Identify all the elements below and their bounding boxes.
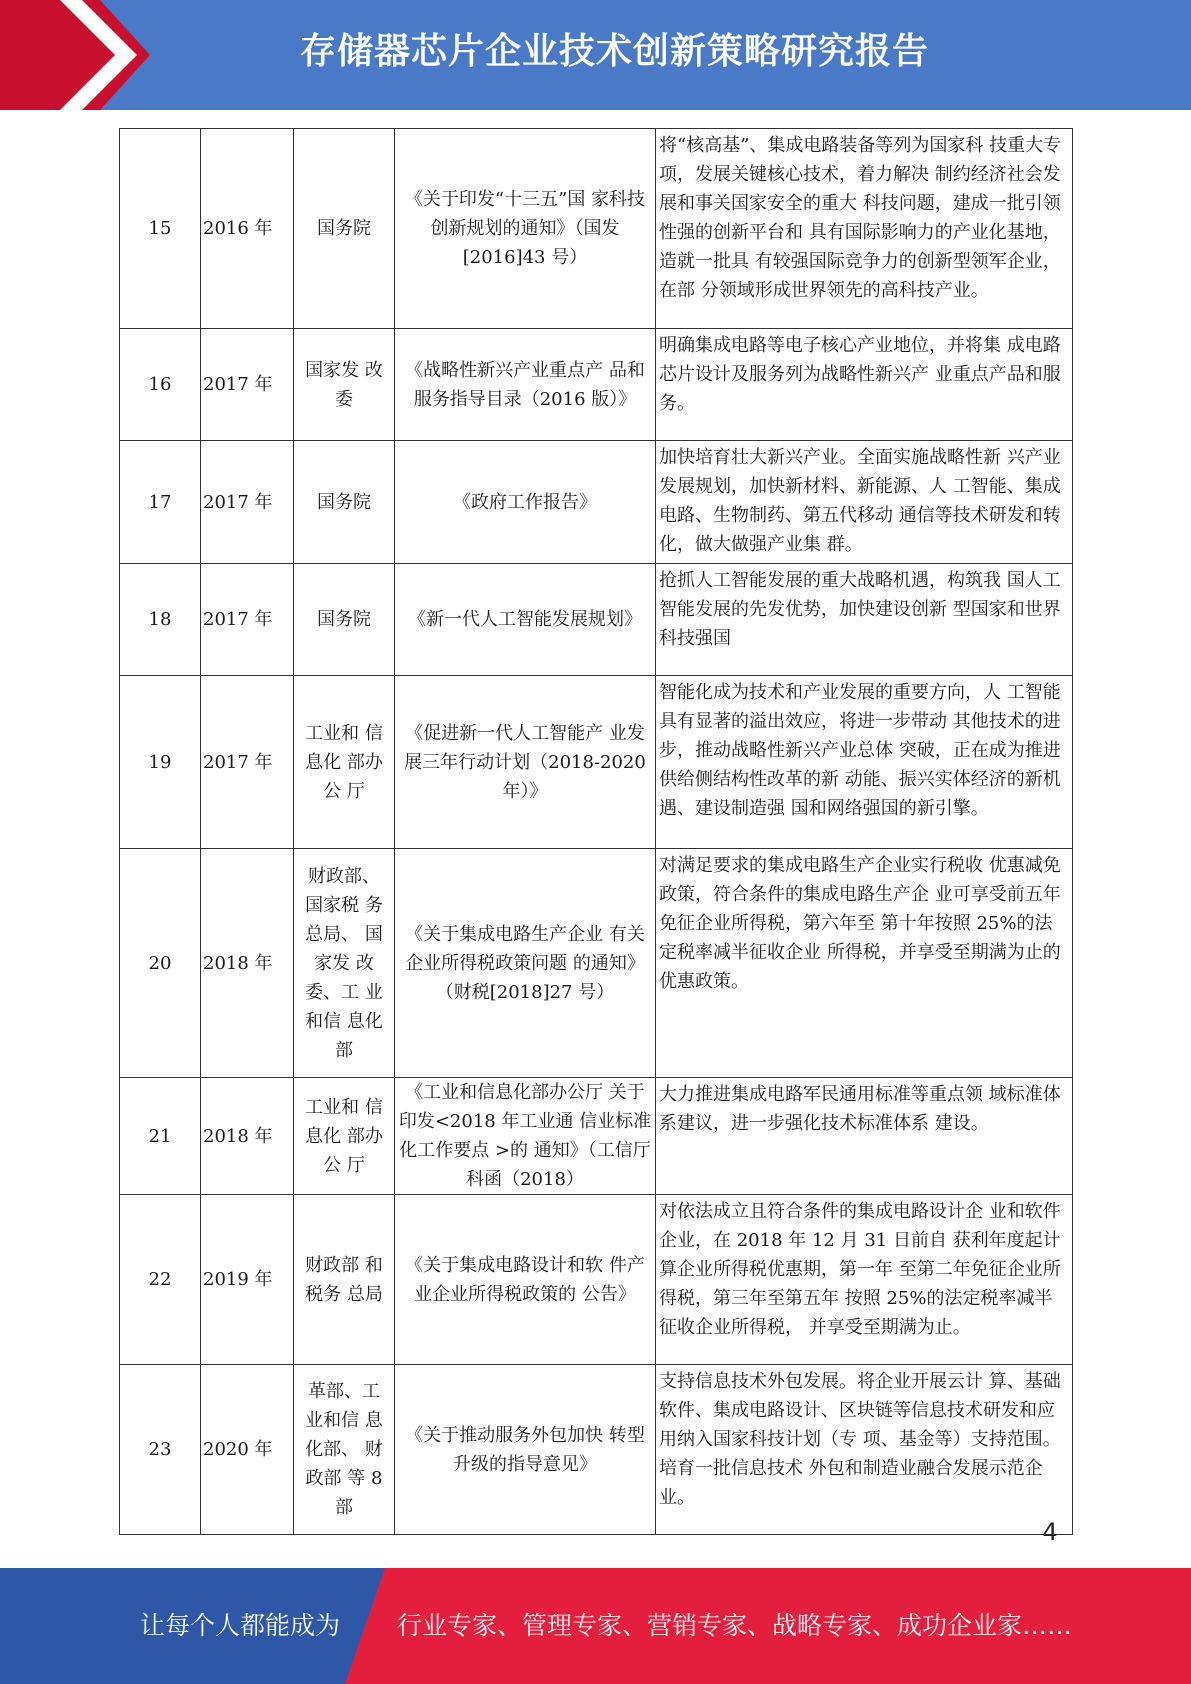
- table-row: [120, 1195, 1073, 1365]
- table-row: [120, 1365, 1073, 1535]
- row-content-cell: 对依法成立且符合条件的集成电路设计企 业和软件企业，在 2018 年 12 月 31 日前自 获利年度起计算企业所得税优惠期，第一年 至第二年免征企业所得税，第三年至第五年 按照 25%的法定税率减半征收企业所得税， 并享受至期满为止。: [656, 1195, 1073, 1365]
- row-year-cell: 2016 年: [201, 129, 294, 329]
- table-row: [120, 441, 1073, 564]
- policy-table-body: [120, 129, 1073, 1535]
- table-row: [120, 1078, 1073, 1195]
- row-number-cell: 22: [120, 1195, 201, 1365]
- table-row: [120, 676, 1073, 849]
- footer-slogan-right: 行业专家、管理专家、营销专家、战略专家、成功企业家……: [397, 1611, 1073, 1640]
- row-content-cell: 明确集成电路等电子核心产业地位，并将集 成电路芯片设计及服务列为战略性新兴产 业重点产品和服务。: [656, 329, 1073, 441]
- row-content-cell: 大力推进集成电路军民通用标准等重点领 域标准体系建议，进一步强化技术标准体系 建设。: [656, 1078, 1073, 1195]
- row-year-cell: 2018 年: [201, 1078, 294, 1195]
- table-row: [120, 329, 1073, 441]
- row-policy-title-cell: 《新一代人工智能发展规划》: [395, 564, 656, 676]
- row-year-cell: 2018 年: [201, 849, 294, 1078]
- row-policy-title-cell: 《关于印发“十三五”国 家科技创新规划的通知》（国发[2016]43 号）: [395, 129, 656, 329]
- policy-table: [119, 128, 1073, 1535]
- row-policy-title-cell: 《政府工作报告》: [395, 441, 656, 564]
- footer-slogan-left: 让每个人都能成为: [140, 1611, 341, 1640]
- page-title: 存储器芯片企业技术创新策略研究报告: [300, 31, 930, 72]
- row-year-cell: 2017 年: [201, 676, 294, 849]
- header-banner: [0, 0, 1191, 110]
- table-row: [120, 564, 1073, 676]
- row-content-cell: 智能化成为技术和产业发展的重要方向，人 工智能具有显著的溢出效应，将进一步带动 其他技术的进步，推动战略性新兴产业总体 突破，正在成为推进供给侧结构性改革的新 动能、振兴实体经济的新机遇、建设制造强 国和网络强国的新引擎。: [656, 676, 1073, 849]
- row-department-cell: 国务院: [294, 564, 395, 676]
- row-year-cell: 2020 年: [201, 1365, 294, 1535]
- page-number: 4: [1042, 1518, 1058, 1546]
- row-content-cell: 加快培育壮大新兴产业。全面实施战略性新 兴产业发展规划，加快新材料、新能源、人 工智能、集成电路、生物制药、第五代移动 通信等技术研发和转化，做大做强产业集 群。: [656, 441, 1073, 564]
- row-policy-title-cell: 《促进新一代人工智能产 业发展三年行动计划（2018-2020 年）》: [395, 676, 656, 849]
- row-policy-title-cell: 《战略性新兴产业重点产 品和服务指导目录（2016 版）》: [395, 329, 656, 441]
- row-number-cell: 21: [120, 1078, 201, 1195]
- row-number-cell: 19: [120, 676, 201, 849]
- row-year-cell: 2017 年: [201, 564, 294, 676]
- row-number-cell: 16: [120, 329, 201, 441]
- row-department-cell: 财政部、国家税 务总局、 国家发 改委、工 业和信 息化部: [294, 849, 395, 1078]
- row-policy-title-cell: 《关于集成电路生产企业 有关企业所得税政策问题 的通知》（财税[2018]27 号）: [395, 849, 656, 1078]
- row-number-cell: 23: [120, 1365, 201, 1535]
- row-department-cell: 工业和 信息化 部办公 厅: [294, 676, 395, 849]
- footer-banner: [0, 1568, 1191, 1684]
- row-year-cell: 2017 年: [201, 329, 294, 441]
- row-policy-title-cell: 《关于集成电路设计和软 件产业企业所得税政策的 公告》: [395, 1195, 656, 1365]
- row-department-cell: 工业和 信息化 部办公 厅: [294, 1078, 395, 1195]
- row-content-cell: 将“核高基”、集成电路装备等列为国家科 技重大专项，发展关键核心技术，着力解决 制约经济社会发展和事关国家安全的重大 科技问题，建成一批引领性强的创新平台和 具有国际影响力的产业化基地，造就一批具 有较强国际竞争力的创新型领军企业，在部 分领域形成世界领先的高科技产业。: [656, 129, 1073, 329]
- row-number-cell: 15: [120, 129, 201, 329]
- row-policy-title-cell: 《关于推动服务外包加快 转型升级的指导意见》: [395, 1365, 656, 1535]
- row-department-cell: 国家发 改委: [294, 329, 395, 441]
- row-number-cell: 17: [120, 441, 201, 564]
- row-department-cell: 国务院: [294, 441, 395, 564]
- row-content-cell: 对满足要求的集成电路生产企业实行税收 优惠减免政策，符合条件的集成电路生产企 业可享受前五年免征企业所得税，第六年至 第十年按照 25%的法定税率减半征收企业 所得税，并享受至期满为止的优惠政策。: [656, 849, 1073, 1078]
- row-policy-title-cell: 《工业和信息化部办公厅 关于印发<2018 年工业通 信业标准化工作要点 >的 通知》（工信厅科函（2018）: [395, 1078, 656, 1195]
- row-department-cell: 财政部 和税务 总局: [294, 1195, 395, 1365]
- row-number-cell: 18: [120, 564, 201, 676]
- table-row: [120, 129, 1073, 329]
- row-number-cell: 20: [120, 849, 201, 1078]
- row-year-cell: 2019 年: [201, 1195, 294, 1365]
- table-row: [120, 849, 1073, 1078]
- row-department-cell: 革部、工业和信 息化部、 财政部 等 8 部: [294, 1365, 395, 1535]
- row-year-cell: 2017 年: [201, 441, 294, 564]
- row-content-cell: 抢抓人工智能发展的重大战略机遇，构筑我 国人工智能发展的先发优势，加快建设创新 型国家和世界科技强国: [656, 564, 1073, 676]
- row-department-cell: 国务院: [294, 129, 395, 329]
- row-content-cell: 支持信息技术外包发展。将企业开展云计 算、基础软件、集成电路设计、区块链等信息技术研发和应用纳入国家科技计划（专 项、基金等）支持范围。培育一批信息技术 外包和制造业融合发展示范企业。: [656, 1365, 1073, 1535]
